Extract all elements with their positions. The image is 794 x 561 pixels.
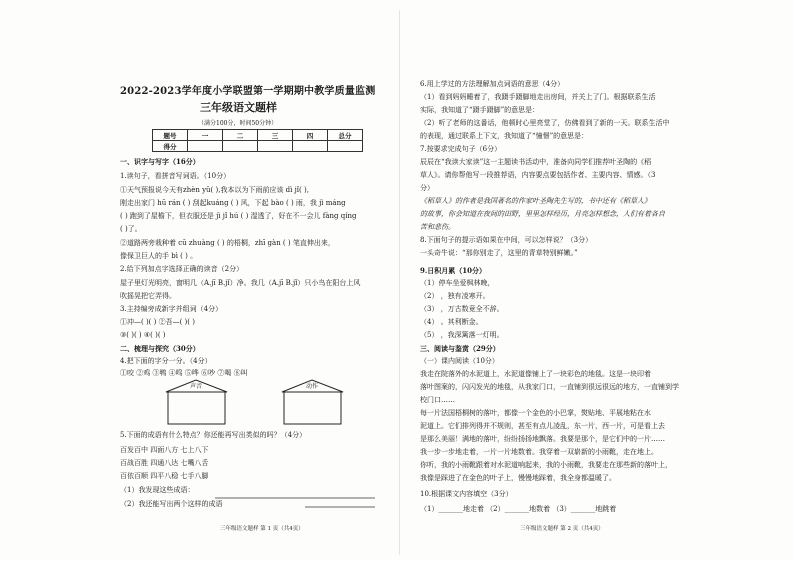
question-text: ( ) 跑到了屋檐下，但衣服还是 jì jǐ hú ( ) 湿透了，好在不一会儿 fàng qíng [120,212,357,220]
question-text: 3.主持编旁成新字并组词（4分） [120,305,223,313]
answer-handwriting: 的故事，你会知道在夜间的田野，里里怎样经历，月亮怎样想念，人们有着各自 [420,210,665,218]
answer-handwriting: 苦和悲伤。 [420,223,455,231]
question-text: 的表现，通过联系上下文，我知道了“憧憬”的意思是： [420,132,589,140]
page-footer: 三年级语文题样 第 2 页（共4页） [520,526,604,532]
idiom-row: 百战百胜 四通八达 七嘴八舌 [120,459,209,467]
passage-text: 你听，我的小雨靴跟着对水泥道响起来，我的小雨靴，我要走在那些新的落叶上， [420,461,672,469]
question-text: 分） [420,184,434,192]
question-text: 吹摇晃把它弄得。 [120,292,176,300]
exam-title: 2022-2023学年度小学联盟第一学期期中教学质量监测 [120,86,376,97]
question-text: 7.按要求完成句子（6分） [420,145,502,153]
left-page [120,0,385,561]
question-text: 刚走出家门 hū rán ( ) 刮起kuáng ( ) 风，下起 bào ( ) 雨，我 jì máng [120,199,346,207]
question-text: 4.把下面的字分一分。（4分） [120,357,212,365]
score-row-label: 得分 [153,141,188,152]
question-text: （1）停车坐爱枫林晚， [420,279,495,287]
score-header-cell: 题号 [153,130,188,141]
sound-house-label: 声音 [190,383,203,390]
score-header-cell: 三 [258,130,293,141]
question-text: ③( )( ) ④( )( ) [120,331,166,339]
question-text: （1）_______地走着 （2）_______地数着 （3）_______地跳着 [420,505,617,513]
score-table-header-row [153,130,363,141]
score-cell[interactable] [188,141,223,152]
exam-meta: （满分100分，时间50分钟） [198,120,278,127]
right-page [420,0,685,561]
score-header-cell: 二 [223,130,258,141]
question-text: 一头奇牛说：“那你别走了，这里的青草特别鲜嫩。” [420,249,578,257]
idiom-row: 百依百顺 四平八稳 七手八脚 [120,472,209,480]
question-text: 实际，我知道了“蹑手蹑脚”的意思是： [420,106,540,114]
passage-text: 每一片法国梧桐树的落叶，都像一个金色的小巴掌，熨贴地、平展地粘在水 [420,409,651,417]
score-header-cell: 一 [188,130,223,141]
score-cell[interactable] [258,141,293,152]
score-cell[interactable] [223,141,258,152]
question-text: 8.下面句子的提示语如果在中间，可以怎样说？（3分） [420,236,593,244]
section-heading: 二、梳理与探究（30分） [120,344,200,353]
question-text: （1）我发现这些成语： [120,486,195,494]
question-text: 10.根据课文内容填空（3分） [420,490,513,498]
question-text: ②道路两旁栽种着 cū zhuàng ( ) 的梧桐，zhī gàn ( ) 笔直伸出来， [120,239,335,247]
question-text: （2）我还能写出两个这样的成语 [120,500,223,508]
question-text: 屋子里灯光明亮，窗明几（A.jī B.jǐ）净。我几（A.jī B.jǐ）只小鸟在阳台上风 [120,279,361,287]
question-text: ①咬 ②鸡 ③鸭 ④鸣 ⑤哗 ⑥吵 ⑦喝 ⑧叫 [120,369,248,377]
passage-text: 我像是踩进了在金色的叶子上，慢慢地踩着，我全身都温暖了。 [420,474,616,482]
question-text: 1.读句子，看拼音写词语。（10分） [120,172,231,180]
passage-text: 我走在院落外的水泥道上，水泥道像铺上了一块彩色的地毯。这是一块印着 [420,370,651,378]
answer-handwriting: 《稻草人》的作者是我国著名的作家叶圣陶先生写的，书中还有《稻草人》 [420,197,651,205]
question-text: （4） 。其利断金。 [420,318,483,326]
idiom-row: 百发百中 四面八方 七上八下 [120,446,209,454]
question-text: 辰辰在“我读大家读”这一主题读书活动中，准备向同学们推荐叶圣陶的《稻 [420,158,652,166]
section-heading: 9.日积月累（10分） [420,266,487,275]
score-cell[interactable] [293,141,328,152]
question-text: 5.下面的成语有什么特点？你还能再写出类似的吗？（4分） [120,431,307,439]
question-text: ( )了。 [120,225,142,233]
page-fold-divider [399,10,400,555]
score-table-score-row [153,141,363,152]
answer-lines [195,495,375,509]
question-text: （1）看到妈妈睡着了，我蹑手蹑脚地走出房间，并关上了门。根据联系生活 [420,93,656,101]
question-text: 草人》。请你帮他写一段推荐语，内容要点要包括作者、主要内容、情感。（3 [420,171,656,179]
section-heading: 一、识字与写字（16分） [120,157,200,166]
score-table [152,129,363,152]
section-heading: 三、阅读与鉴赏（29分） [420,344,500,353]
question-text: 2.给下列加点字选择正确的读音（2分） [120,265,244,273]
question-text: 6.用上学过的方法理解加点词语的意思（4分） [420,80,565,88]
passage-text: 是那么美丽！满地的落叶，纷纷扬扬地飘落。我要是那个，是它们中的一片…… [420,435,665,443]
passage-text: 校门口…… [420,396,455,404]
passage-text: 泥道上。它们排列得并不规则，甚至有点儿凌乱，东一片，西一片，可是看上去 [420,422,665,430]
score-cell[interactable] [328,141,363,152]
question-text: （3） ，万古数竟全不辞。 [420,305,504,313]
question-text: （2） ，独有凌寒开。 [420,292,490,300]
exam-subtitle: 三年级语文题样 [200,101,277,114]
question-text: （5） ，我深篱落一灯明。 [420,331,504,339]
action-house-label: 动作 [306,383,319,390]
question-text: （2）听了老师的这番话，他顿时心里亮堂了，仿佛看到了新的一天。联系生活中 [420,119,670,127]
passage-text: 落叶图案的，闪闪发光的地毯，从我家门口，一直铺到很远很远的地方，一直铺到学 [420,383,679,391]
passage-text: 我一步一步地走着，一片一片地数着。我穿着一双崭新的小雨靴，走在地上。 [420,448,658,456]
score-header-cell: 总分 [328,130,363,141]
question-text: （一）课内阅读（10分） [420,357,499,365]
page-footer: 三年级语文题样 第 1 页（共4页） [220,526,304,532]
score-header-cell: 四 [293,130,328,141]
question-text: 像保卫巨人的手 bì ( ) 。 [120,252,198,260]
question-text: ①天气预报说今天有zhèn yǔ( ),我本以为下雨前应该 dì jǐ( ), [120,186,309,194]
question-text: ①冲—( )( ) ②吾—( )( ) [120,318,195,326]
